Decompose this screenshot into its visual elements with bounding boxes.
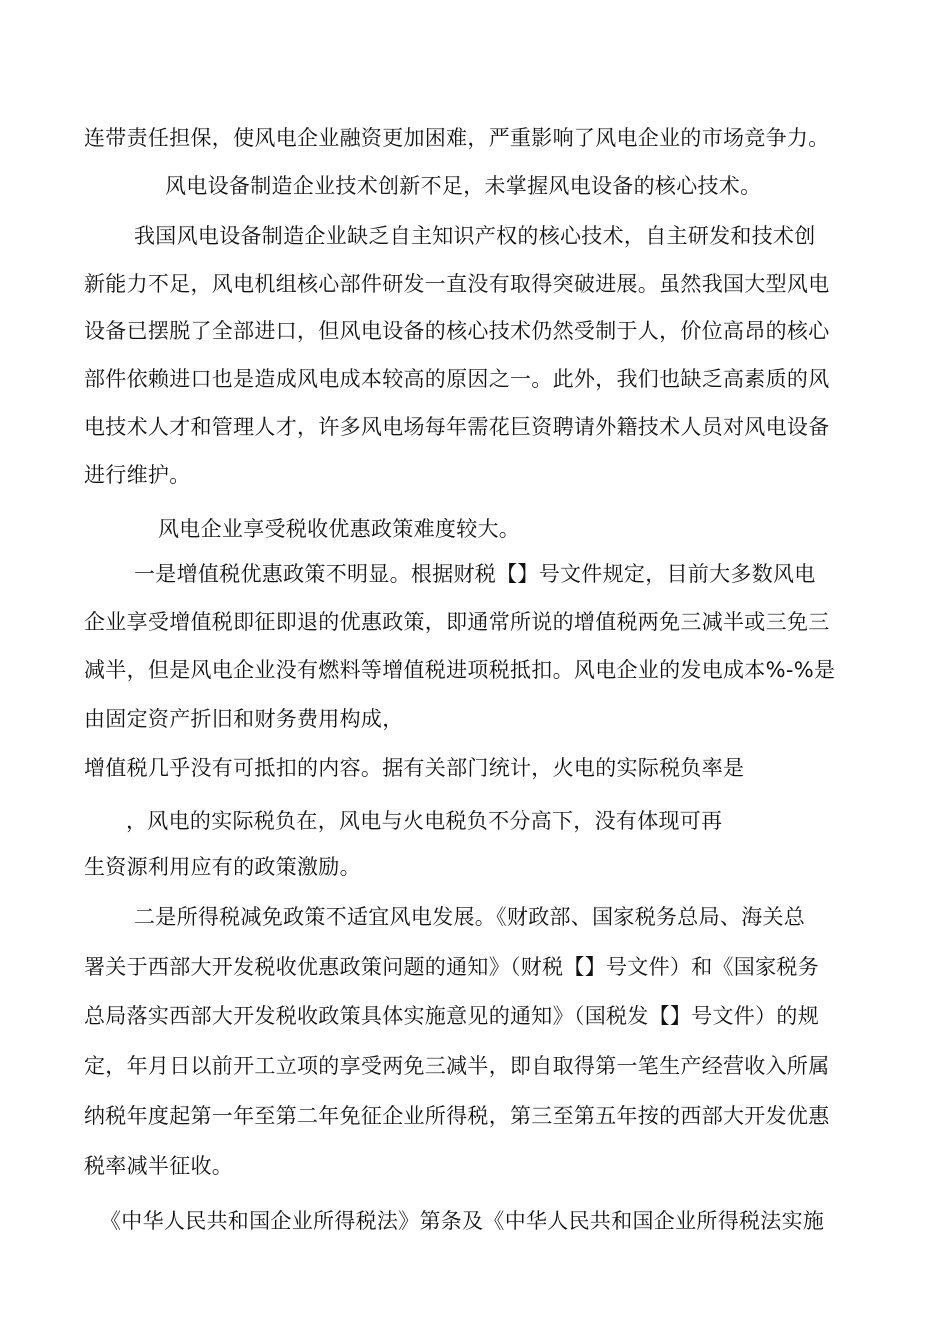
text-line: 定，年月日以前开工立项的享受两免三减半，即自取得第一笔生产经营收入所属 bbox=[84, 1054, 830, 1078]
text-line: ，风电的实际税负在，风电与火电税负不分高下，没有体现可再 bbox=[126, 809, 723, 833]
text-line: 生资源利用应有的政策激励。 bbox=[84, 855, 361, 879]
text-line: 总局落实西部大开发税收政策具体实施意见的通知》（国税发【】号文件）的规 bbox=[84, 1004, 819, 1028]
text-line: 进行维护。 bbox=[84, 463, 191, 487]
text-line: 设备已摆脱了全部进口，但风电设备的核心技术仍然受制于人，价位高昂的核心 bbox=[84, 319, 830, 343]
text-line: 新能力不足，风电机组核心部件研发一直没有取得突破进展。虽然我国大型风电 bbox=[84, 272, 830, 296]
text-line: 《中华人民共和国企业所得税法》第条及《中华人民共和国企业所得税法实施 bbox=[100, 1209, 825, 1233]
text-line: 增值税几乎没有可抵扣的内容。据有关部门统计，火电的实际税负率是 bbox=[84, 756, 745, 780]
text-line: 电技术人才和管理人才，许多风电场每年需花巨资聘请外籍技术人员对风电设备 bbox=[84, 415, 830, 439]
text-line: 由固定资产折旧和财务费用构成， bbox=[84, 707, 404, 731]
text-line: 部件依赖进口也是造成风电成本较高的原因之一。此外，我们也缺乏高素质的风 bbox=[84, 367, 830, 391]
text-line: 我国风电设备制造企业缺乏自主知识产权的核心技术，自主研发和技术创 bbox=[134, 224, 816, 248]
text-line: 企业享受增值税即征即退的优惠政策，即通常所说的增值税两免三减半或三免三 bbox=[84, 610, 830, 634]
text-line: 税率减半征收。 bbox=[84, 1154, 234, 1178]
text-line: 一是增值税优惠政策不明显。根据财税【】号文件规定，目前大多数风电 bbox=[134, 562, 816, 586]
text-line: 风电企业享受税收优惠政策难度较大。 bbox=[158, 517, 521, 541]
text-line: 连带责任担保，使风电企业融资更加困难，严重影响了风电企业的市场竞争力。 bbox=[84, 126, 830, 150]
text-line: 署关于西部大开发税收优惠政策问题的通知》（财税【】号文件）和《国家税务 bbox=[84, 955, 819, 979]
text-line: 风电设备制造企业技术创新不足，未掌握风电设备的核心技术。 bbox=[165, 174, 762, 198]
text-line: 减半，但是风电企业没有燃料等增值税进项税抵扣。风电企业的发电成本%-%是 bbox=[84, 658, 836, 682]
text-line: 纳税年度起第一年至第二年免征企业所得税，第三至第五年按的西部大开发优惠 bbox=[84, 1104, 830, 1128]
text-line: 二是所得税减免政策不适宜风电发展。《财政部、国家税务总局、海关总 bbox=[134, 905, 806, 929]
